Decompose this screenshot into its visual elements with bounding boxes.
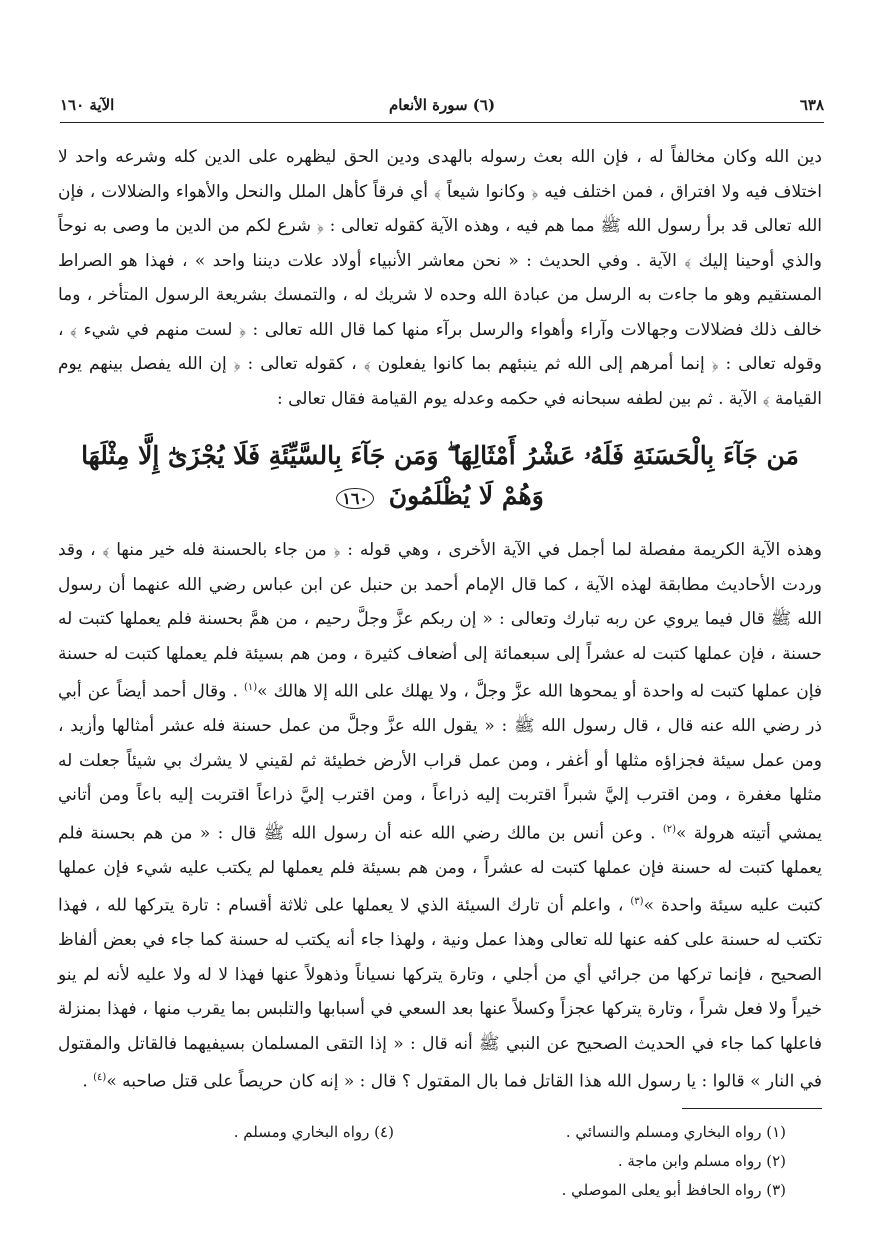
- main-text: [58, 140, 822, 1100]
- paragraph-part: .: [82, 1072, 94, 1093]
- verse-text: مَن جَآءَ بِالْحَسَنَةِ فَلَهُۥ عَشْرُ أَمْثَالِهَا ۖ وَمَن جَآءَ بِالسَّيِّئَةِ فَلَا يُجْزَىٰٓ إِلَّا مِثْلَهَا وَهُمْ لَا يُظْلَمُونَ: [81, 441, 799, 510]
- footnote-4: (٤) رواه البخاري ومسلم .: [233, 1123, 394, 1141]
- footnote-divider: [682, 1108, 822, 1109]
- footnote-ref: (٢): [662, 823, 676, 835]
- paragraph-part: ، واعلم أن تارك السيئة الذي لا يعملها على ثلاثة أقسام : تارة يتركها لله ، فهذا تكتب له حسنة على كفه عنها لله تعالى وهذا عمل ونية ، ولهذا جاء أنه يكتب له حسنة كما جاء في بعض ألفاظ الصحيح ، فإنما تركها من جرائي أي من أجلي ، وتارة يتركها نسياناً وذهولاً عنها فهذا لا له ولا عليه لأنه لم ينو خيراً ولا فعل شراً ، وتارة يتركها عجزاً وكسلاً عنها بعد السعي في أسبابها والتلبس بما يقرب منها ، فهذا بمنزلة فاعلها كما جاء في الحديث الصحيح عن النبي ﷺ أنه قال : « إذا التقى المسلمان بسيفيهما فالقاتل والمقتول في النار » قالوا : يا رسول الله هذا القاتل فما بال المقتول ؟ قال : « إنه كان حريصاً على قتل صاحبه »: [58, 895, 822, 1093]
- footnote-2: (٢) رواه مسلم وابن ماجة .: [617, 1152, 786, 1170]
- paragraph: [58, 533, 822, 1100]
- verse-label: الآية ١٦٠: [60, 96, 115, 114]
- footnote-ref: (١): [243, 682, 258, 693]
- surah-title: (٦) سورة الأنعام: [388, 96, 496, 114]
- footnote-ref: (٤): [93, 1072, 107, 1084]
- verse-number: ١٦٠: [336, 488, 374, 509]
- quran-verse: [58, 436, 822, 519]
- paragraph-part: . وعن أنس بن مالك رضي الله عنه أن رسول الله ﷺ قال : « من هم بحسنة فلم يعملها كتبت له حسنة فإن عملها كتبت له عشراً ، ومن هم بسيئة فلم يعملها لم يكتب عليه شيء فإن عملها كتبت عليه سيئة واحدة »: [58, 823, 822, 916]
- page-number: ٦٣٨: [799, 96, 824, 114]
- paragraph: دين الله وكان مخالفاً له ، فإن الله بعث رسوله بالهدى ودين الحق ليظهره على الدين كله وشرعه واحد لا اختلاف فيه ولا افتراق ، فمن اختلف فيه ﴿ وكانوا شيعاً ﴾ أي فرقاً كأهل الملل والنحل والأهواء والضلالات ، فإن الله تعالى قد برأ رسول الله ﷺ مما هم فيه ، وهذه الآية كقوله تعالى : ﴿ شرع لكم من الدين ما وصى به نوحاً والذي أوحينا إليك ﴾ الآية . وفي الحديث : « نحن معاشر الأنبياء أولاد علات ديننا واحد » ، فهذا هو الصراط المستقيم وهو ما جاءت به الرسل من عبادة الله وحده لا شريك له ، والتمسك بشريعة الرسول المتأخر ، وما خالف ذلك فضلالات وجهالات وآراء وأهواء والرسل برآء منها كما قال الله تعالى : ﴿ لست منهم في شيء ﴾ ، وقوله تعالى : ﴿ إنما أمرهم إلى الله ثم ينبئهم بما كانوا يفعلون ﴾ ، كقوله تعالى : ﴿ إن الله يفصل بينهم يوم القيامة ﴾ الآية . ثم بين لطفه سبحانه في حكمه وعدله يوم القيامة فقال تعالى :: [58, 147, 822, 409]
- footnote-3: (٣) رواه الحافظ أبو يعلى الموصلي .: [561, 1181, 786, 1199]
- footnotes: [60, 1118, 786, 1205]
- paragraph-part: وهذه الآية الكريمة مفصلة لما أجمل في الآية الأخرى ، وهي قوله : ﴿ من جاء بالحسنة فله خير منها ﴾ ، وقد وردت الأحاديث مطابقة لهذه الآية ، كما قال الإمام أحمد بن حنبل عن ابن عباس رضي الله عنهما أن رسول الله ﷺ قال فيما يروي عن ربه تبارك وتعالى : « إن ربكم عزَّ وجلَّ رحيم ، من همَّ بحسنة فلم يعملها كتبت له حسنة ، فإن عملها كتبت له عشراً إلى سبعمائة إلى أضعاف كثيرة ، ومن هم بسيئة فلم يعملها كتبت له حسنة فإن عملها كتبت له واحدة أو يمحوها الله عزَّ وجلَّ ، ولا يهلك على الله إلا هالك »: [58, 540, 822, 702]
- paragraph-part: . وقال أحمد أيضاً عن أبي ذر رضي الله عنه قال ، قال رسول الله ﷺ : « يقول الله عزَّ وجلَّ من عمل حسنة فله عشر أمثالها وأزيد ، ومن عمل سيئة فجزاؤه مثلها أو أغفر ، ومن عمل قراب الأرض خطيئة ثم لقيني لا يشرك بي شيئاً جعلت له مثلها مغفرة ، ومن اقترب إليَّ شبراً اقتربت إليه ذراعاً ، ومن اقترب إليَّ ذراعاً اقتربت إليه باعاً ومن أتاني يمشي أتيته هرولة »: [58, 681, 822, 844]
- page-header: [60, 88, 824, 123]
- footnote-1: (١) رواه البخاري ومسلم والنسائي .: [565, 1123, 786, 1141]
- footnote-ref: (٣): [630, 896, 644, 908]
